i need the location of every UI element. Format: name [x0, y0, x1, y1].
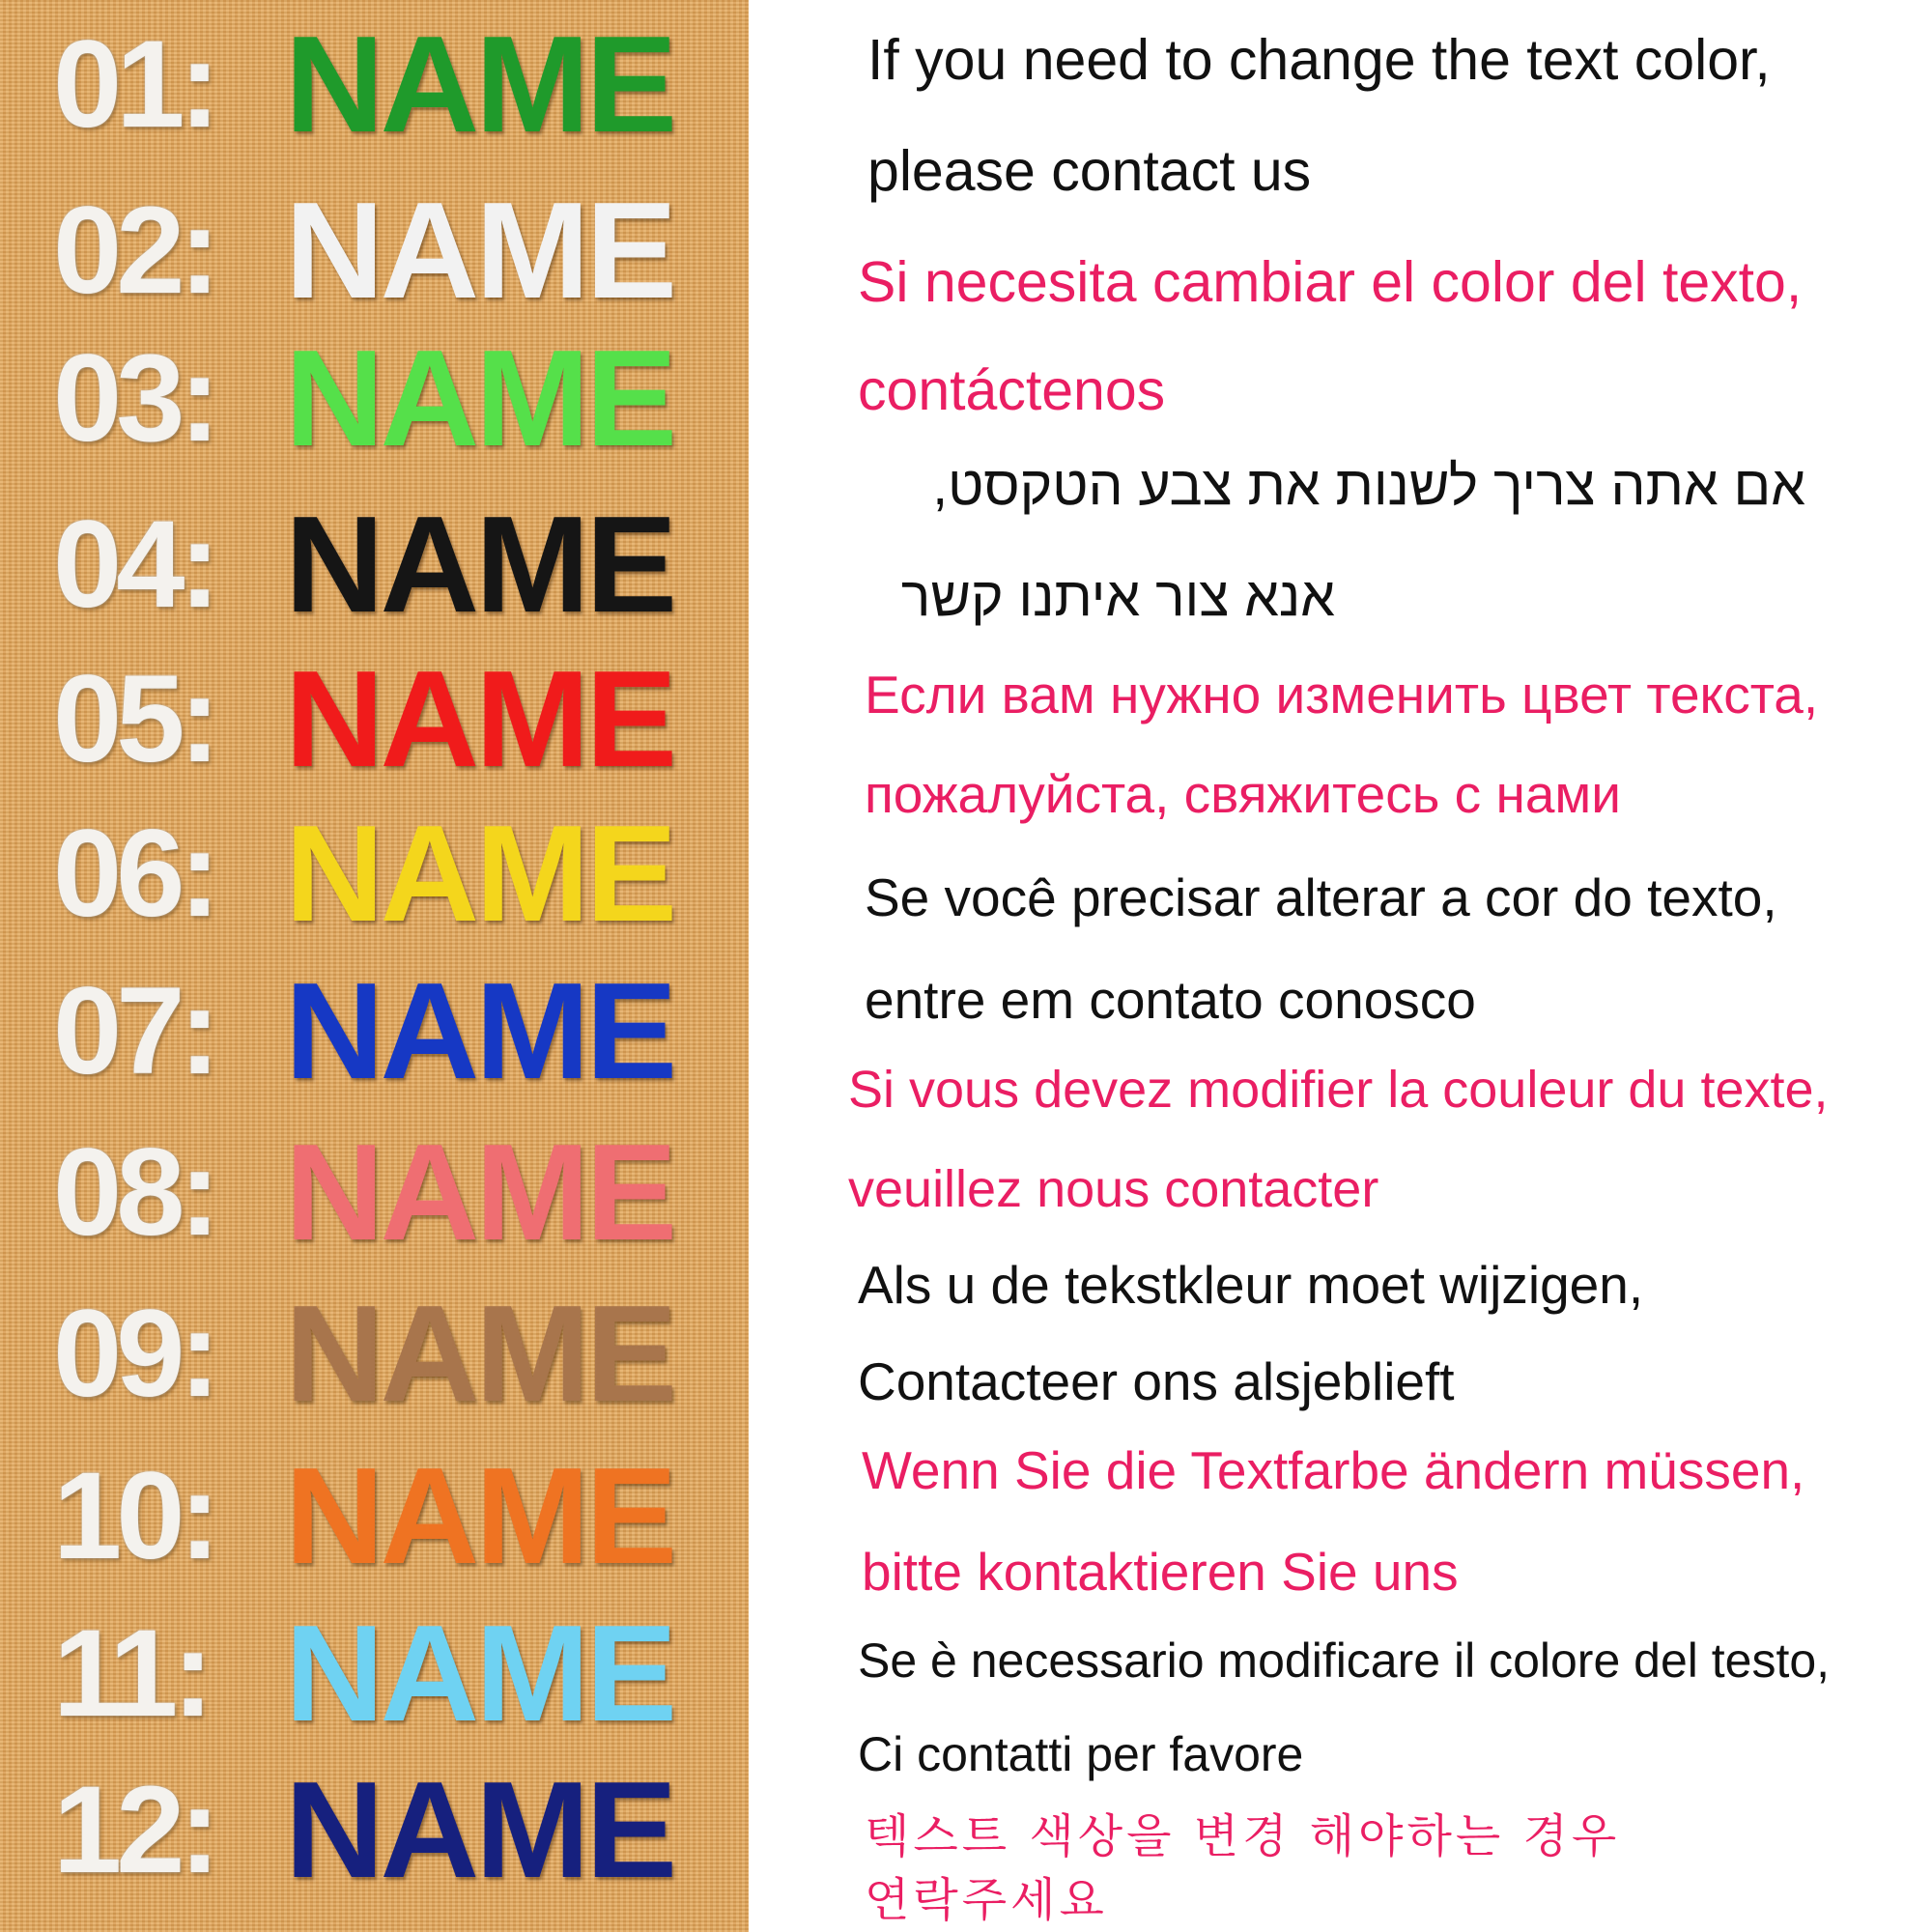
option-sample-name: NAME — [285, 1753, 674, 1907]
russian-line-1: Если вам нужно изменить цвет текста, — [865, 665, 1819, 724]
color-option-02 — [0, 174, 749, 328]
dutch-line-1: Als u de tekstkleur moet wijzigen, — [858, 1255, 1644, 1315]
option-number: 10: — [53, 1447, 214, 1585]
color-option-11 — [0, 1597, 749, 1751]
korean-line-2: 연락주세요 — [865, 1873, 1108, 1927]
option-sample-name: NAME — [285, 322, 674, 475]
color-option-10 — [0, 1439, 749, 1594]
color-option-12 — [0, 1753, 749, 1908]
spanish-line-1: Si necesita cambiar el color del texto, — [858, 250, 1803, 314]
color-option-08 — [0, 1116, 749, 1270]
russian-line-2: пожалуйста, свяжитесь с нами — [865, 764, 1621, 824]
option-number: 06: — [53, 805, 214, 943]
option-number: 12: — [53, 1761, 214, 1899]
spanish-line-2: contáctenos — [858, 358, 1166, 422]
dutch-line-2: Contacteer ons alsjeblieft — [858, 1351, 1455, 1411]
korean-line-1: 텍스트 색상을 변경 해야하는 경우 — [865, 1809, 1621, 1863]
english-line-2: please contact us — [867, 139, 1312, 203]
color-option-09 — [0, 1277, 749, 1432]
option-sample-name: NAME — [285, 8, 674, 161]
color-option-04 — [0, 488, 749, 642]
option-number: 03: — [53, 329, 214, 468]
color-option-06 — [0, 797, 749, 952]
french-line-2: veuillez nous contacter — [848, 1160, 1379, 1218]
option-number: 08: — [53, 1123, 214, 1262]
french-line-1: Si vous devez modifier la couleur du texte, — [848, 1061, 1829, 1119]
option-sample-name: NAME — [285, 642, 674, 796]
option-sample-name: NAME — [285, 1597, 674, 1750]
option-sample-name: NAME — [285, 1439, 674, 1593]
color-option-01 — [0, 8, 749, 162]
option-sample-name: NAME — [285, 1116, 674, 1269]
option-number: 01: — [53, 15, 214, 154]
portuguese-line-2: entre em contato conosco — [865, 970, 1476, 1030]
option-number: 02: — [53, 182, 214, 320]
option-number: 09: — [53, 1285, 214, 1423]
color-option-07 — [0, 954, 749, 1109]
italian-line-2: Ci contatti per favore — [858, 1727, 1304, 1781]
color-option-05 — [0, 642, 749, 797]
fabric-color-chart — [0, 0, 749, 1932]
italian-line-1: Se è necessario modificare il colore del testo, — [858, 1634, 1831, 1688]
option-sample-name: NAME — [285, 174, 674, 327]
option-number: 07: — [53, 962, 214, 1100]
option-sample-name: NAME — [285, 797, 674, 951]
english-line-1: If you need to change the text color, — [867, 28, 1771, 92]
option-sample-name: NAME — [285, 954, 674, 1108]
hebrew-line-1: אם אתה צריך לשנות את צבע הטקסט, — [932, 455, 1805, 517]
german-line-2: bitte kontaktieren Sie uns — [862, 1542, 1459, 1602]
option-sample-name: NAME — [285, 1277, 674, 1431]
portuguese-line-1: Se você precisar alterar a cor do texto, — [865, 867, 1777, 927]
german-line-1: Wenn Sie die Textfarbe ändern müssen, — [862, 1440, 1805, 1500]
option-number: 05: — [53, 650, 214, 788]
option-sample-name: NAME — [285, 488, 674, 641]
option-number: 04: — [53, 496, 214, 634]
hebrew-line-2: אנא צור איתנו קשר — [900, 566, 1335, 628]
option-number: 11: — [53, 1605, 208, 1743]
color-option-03 — [0, 322, 749, 476]
